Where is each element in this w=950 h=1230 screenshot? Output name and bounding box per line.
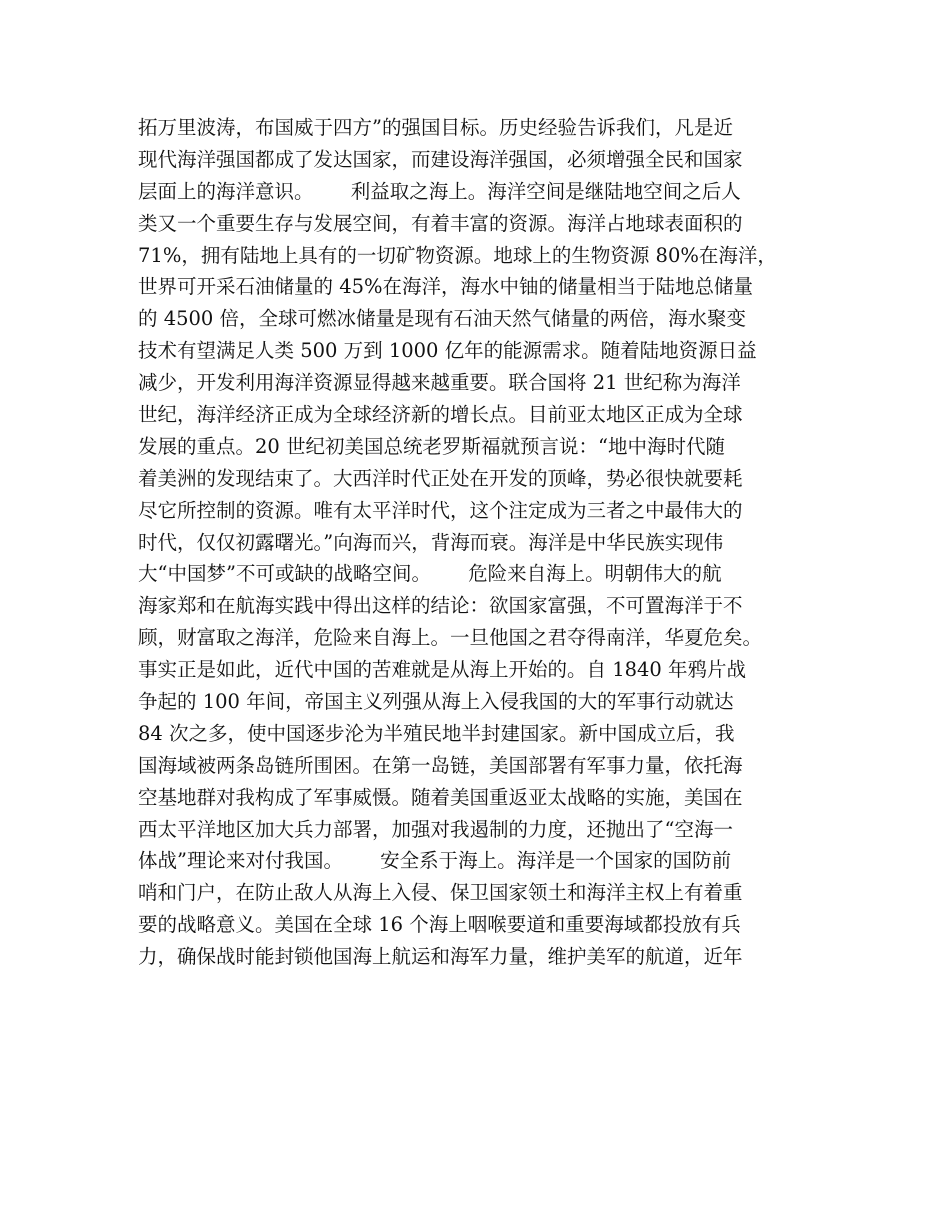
text-line: 84 次之多，使中国逐步沦为半殖民地半封建国家。新中国成立后，我	[138, 721, 735, 745]
text-line: 发展的重点。20 世纪初美国总统老罗斯福就预言说：“地中海时代随	[138, 434, 725, 458]
text-line: 世纪，海洋经济正成为全球经济新的增长点。目前亚太地区正成为全球	[138, 403, 743, 427]
text-line: 层面上的海洋意识。 利益取之海上。海洋空间是继陆地空间之后人	[138, 179, 741, 203]
text-line: 力，确保战时能封锁他国海上航运和海军力量，维护美军的航道，近年	[138, 945, 743, 969]
text-line: 类又一个重要生存与发展空间，有着丰富的资源。海洋占地球表面积的	[138, 211, 743, 235]
text-line: 的 4500 倍，全球可燃冰储量是现有石油天然气储量的两倍，海水聚变	[138, 307, 747, 331]
text-line: 时代，仅仅初露曙光。”向海而兴，背海而衰。海洋是中华民族实现伟	[138, 530, 724, 554]
text-line: 拓万里波涛，布国威于四方”的强国目标。历史经验告诉我们，凡是近	[138, 116, 733, 139]
text-line: 现代海洋强国都成了发达国家，而建设海洋强国，必须增强全民和国家	[138, 147, 743, 171]
text-line: 顾，财富取之海洋，危险来自海上。一旦他国之君夺得南洋，华夏危矣。	[138, 626, 763, 650]
text-line: 事实正是如此，近代中国的苦难就是从海上开始的。自 1840 年鸦片战	[138, 658, 747, 682]
text-line: 国海域被两条岛链所围困。在第一岛链，美国部署有军事力量，依托海	[138, 753, 743, 777]
text-line: 尽它所控制的资源。唯有太平洋时代，这个注定成为三者之中最伟大的	[138, 498, 743, 522]
text-line: 减少，开发利用海洋资源显得越来越重要。联合国将 21 世纪称为海洋	[138, 371, 741, 395]
text-line: 要的战略意义。美国在全球 16 个海上咽喉要道和重要海域都投放有兵	[138, 913, 741, 937]
text-line: 71%，拥有陆地上具有的一切矿物资源。地球上的生物资源 80%在海洋，	[138, 243, 777, 267]
text-line: 海家郑和在航海实践中得出这样的结论：欲国家富强，不可置海洋于不	[138, 594, 743, 618]
text-line: 着美洲的发现结束了。大西洋时代正处在开发的顶峰，势必很快就要耗	[138, 466, 743, 490]
text-line: 西太平洋地区加大兵力部署，加强对我遏制的力度，还抛出了“空海一	[138, 817, 733, 841]
text-line: 大“中国梦”不可或缺的战略空间。 危险来自海上。明朝伟大的航	[138, 562, 722, 586]
text-line: 空基地群对我构成了军事威慑。随着美国重返亚太战略的实施，美国在	[138, 785, 743, 809]
text-line: 争起的 100 年间，帝国主义列强从海上入侵我国的大的军事行动就达	[138, 690, 734, 714]
text-line: 世界可开采石油储量的 45%在海洋，海水中铀的储量相当于陆地总储量	[138, 275, 754, 299]
text-line: 技术有望满足人类 500 万到 1000 亿年的能源需求。随着陆地资源日益	[138, 339, 757, 363]
text-line: 体战”理论来对付我国。 安全系于海上。海洋是一个国家的国防前	[138, 849, 732, 873]
text-line: 哨和门户，在防止敌人从海上入侵、保卫国家领土和海洋主权上有着重	[138, 881, 743, 905]
body-text	[138, 112, 828, 973]
